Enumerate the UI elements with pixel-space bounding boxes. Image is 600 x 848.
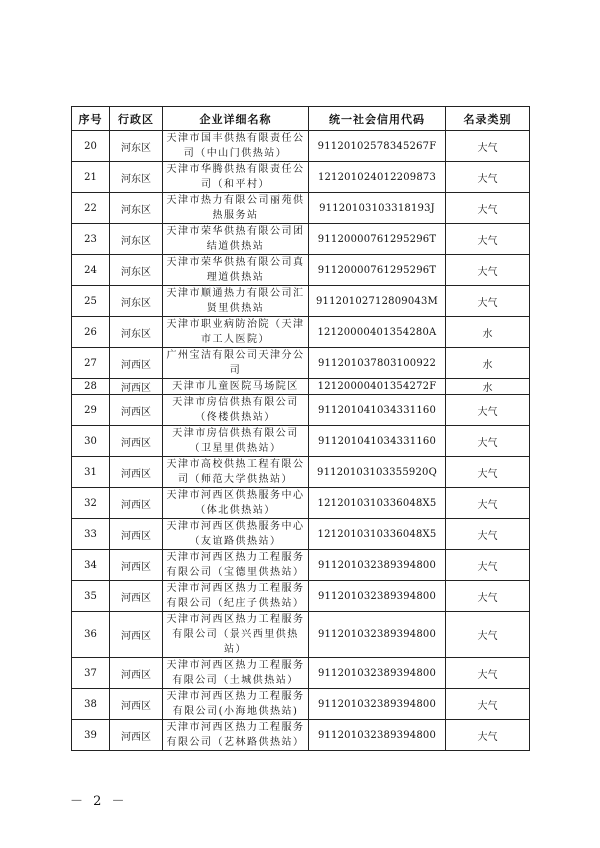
cell-district: 河东区 [110,255,163,286]
cell-serial-number: 23 [72,224,110,255]
cell-credit-code: 91120103103318193J [309,193,446,224]
cell-credit-code: 91120000761295296T [309,255,446,286]
cell-serial-number: 28 [72,379,110,395]
cell-enterprise-name: 天津市房信供热有限公司 （卫星里供热站） [163,426,309,457]
cell-district: 河东区 [110,162,163,193]
cell-list-category: 大气 [446,255,530,286]
cell-enterprise-name: 天津市儿童医院马场院区 [163,379,309,395]
table-row [72,612,530,658]
table-row [72,457,530,488]
cell-district: 河东区 [110,317,163,348]
cell-serial-number: 25 [72,286,110,317]
cell-credit-code: 911201032389394800 [309,550,446,581]
page-number: － 2 － [70,794,128,809]
table-row [72,317,530,348]
cell-serial-number: 38 [72,689,110,720]
cell-credit-code: 91120102578345267F [309,131,446,162]
cell-district: 河西区 [110,457,163,488]
table-row [72,131,530,162]
cell-enterprise-name: 天津市荣华供热有限公司真 理道供热站 [163,255,309,286]
cell-serial-number: 39 [72,720,110,751]
cell-enterprise-name: 天津市华腾供热有限责任公 司（和平村） [163,162,309,193]
table-row [72,348,530,379]
cell-credit-code: 911201032389394800 [309,720,446,751]
cell-enterprise-name: 天津市顺通热力有限公司汇 贤里供热站 [163,286,309,317]
cell-credit-code: 121201024012209873 [309,162,446,193]
cell-serial-number: 34 [72,550,110,581]
cell-enterprise-name: 天津市国丰供热有限责任公 司（中山门供热站） [163,131,309,162]
cell-serial-number: 24 [72,255,110,286]
cell-serial-number: 36 [72,612,110,658]
cell-serial-number: 37 [72,658,110,689]
cell-credit-code: 91120000761295296T [309,224,446,255]
cell-district: 河西区 [110,488,163,519]
cell-credit-code: 911201032389394800 [309,689,446,720]
cell-list-category: 大气 [446,457,530,488]
table-row [72,720,530,751]
cell-serial-number: 35 [72,581,110,612]
cell-credit-code: 1212010310336048X5 [309,488,446,519]
cell-credit-code: 12120000401354272F [309,379,446,395]
cell-district: 河西区 [110,550,163,581]
header-list-category: 名录类别 [446,107,530,131]
cell-credit-code: 1212010310336048X5 [309,519,446,550]
cell-list-category: 大气 [446,193,530,224]
cell-district: 河西区 [110,689,163,720]
cell-district: 河西区 [110,581,163,612]
table-row [72,193,530,224]
cell-serial-number: 31 [72,457,110,488]
cell-credit-code: 91120102712809043M [309,286,446,317]
table-body [72,131,530,751]
cell-enterprise-name: 天津市职业病防治院（天津 市工人医院） [163,317,309,348]
cell-list-category: 水 [446,317,530,348]
table-row [72,395,530,426]
cell-credit-code: 911201041034331160 [309,395,446,426]
cell-enterprise-name: 天津市河西区热力工程服务 有限公司（景兴西里供热站） [163,612,309,658]
cell-list-category: 大气 [446,689,530,720]
cell-serial-number: 20 [72,131,110,162]
table-header-row [72,107,530,131]
cell-enterprise-name: 广州宝洁有限公司天津分公 司 [163,348,309,379]
table-row [72,550,530,581]
table-row [72,519,530,550]
table-row [72,689,530,720]
cell-list-category: 大气 [446,162,530,193]
table-row [72,162,530,193]
table-row [72,658,530,689]
table-row [72,488,530,519]
enterprise-list-table [71,106,530,751]
cell-list-category: 大气 [446,224,530,255]
cell-list-category: 大气 [446,131,530,162]
table-row [72,426,530,457]
cell-district: 河西区 [110,348,163,379]
table-row [72,581,530,612]
cell-credit-code: 12120000401354280A [309,317,446,348]
cell-enterprise-name: 天津市河西区热力工程服务 有限公司（宝德里供热站） [163,550,309,581]
cell-district: 河西区 [110,658,163,689]
cell-serial-number: 21 [72,162,110,193]
header-credit-code: 统一社会信用代码 [309,107,446,131]
cell-list-category: 大气 [446,581,530,612]
cell-district: 河西区 [110,519,163,550]
table-row [72,255,530,286]
cell-district: 河东区 [110,131,163,162]
cell-serial-number: 33 [72,519,110,550]
cell-list-category: 大气 [446,395,530,426]
cell-credit-code: 911201037803100922 [309,348,446,379]
cell-district: 河西区 [110,379,163,395]
cell-list-category: 大气 [446,488,530,519]
cell-credit-code: 911201032389394800 [309,581,446,612]
cell-enterprise-name: 天津市河西区热力工程服务 有限公司（艺林路供热站） [163,720,309,751]
cell-serial-number: 26 [72,317,110,348]
cell-credit-code: 911201032389394800 [309,612,446,658]
cell-district: 河西区 [110,395,163,426]
cell-serial-number: 22 [72,193,110,224]
cell-credit-code: 911201032389394800 [309,658,446,689]
cell-enterprise-name: 天津市河西区热力工程服务 有限公司（纪庄子供热站） [163,581,309,612]
cell-district: 河东区 [110,193,163,224]
cell-serial-number: 27 [72,348,110,379]
cell-district: 河东区 [110,224,163,255]
cell-list-category: 大气 [446,286,530,317]
cell-list-category: 大气 [446,658,530,689]
cell-list-category: 大气 [446,720,530,751]
header-district: 行政区 [110,107,163,131]
table-row [72,224,530,255]
cell-enterprise-name: 天津市河西区供热服务中心 （体北供热站） [163,488,309,519]
cell-serial-number: 30 [72,426,110,457]
cell-list-category: 大气 [446,426,530,457]
cell-enterprise-name: 天津市热力有限公司丽苑供 热服务站 [163,193,309,224]
cell-list-category: 大气 [446,519,530,550]
cell-serial-number: 29 [72,395,110,426]
cell-enterprise-name: 天津市高校供热工程有限公 司（师范大学供热站） [163,457,309,488]
cell-district: 河西区 [110,612,163,658]
cell-credit-code: 911201041034331160 [309,426,446,457]
cell-list-category: 大气 [446,550,530,581]
header-enterprise-name: 企业详细名称 [163,107,309,131]
cell-enterprise-name: 天津市河西区热力工程服务 有限公司（土城供热站） [163,658,309,689]
cell-enterprise-name: 天津市河西区供热服务中心 （友谊路供热站） [163,519,309,550]
cell-district: 河东区 [110,286,163,317]
header-serial-number: 序号 [72,107,110,131]
cell-enterprise-name: 天津市荣华供热有限公司团 结道供热站 [163,224,309,255]
cell-serial-number: 32 [72,488,110,519]
table-row [72,286,530,317]
cell-list-category: 水 [446,348,530,379]
cell-district: 河西区 [110,720,163,751]
cell-enterprise-name: 天津市房信供热有限公司 （佟楼供热站） [163,395,309,426]
cell-enterprise-name: 天津市河西区热力工程服务 有限公司(小海地供热站) [163,689,309,720]
cell-list-category: 大气 [446,612,530,658]
cell-list-category: 水 [446,379,530,395]
cell-credit-code: 91120103103355920Q [309,457,446,488]
cell-district: 河西区 [110,426,163,457]
table-row [72,379,530,395]
